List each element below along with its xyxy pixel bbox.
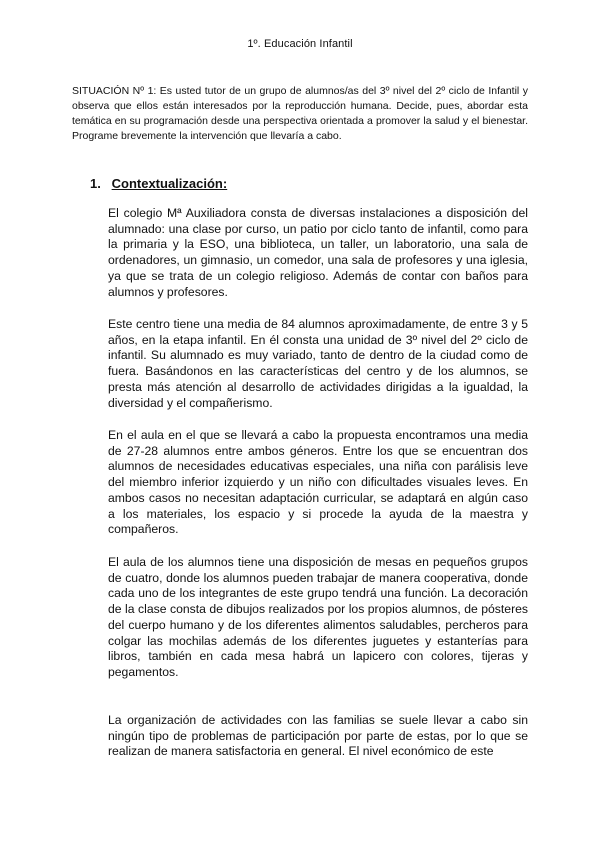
paragraph-classroom-group: En el aula en el que se llevará a cabo la propuesta encontramos una media de 27-28 alumnos entre ambos géneros. Entre los que se encuentran dos alumnos de necesidades educativas especiales, una niña con parálisis leve del miembro inferior izquierdo y un niño con dificultades visuales leves. En ambos casos no necesitan adaptación curricular, se adaptará en algún caso a los materiales, los espacio y si procede la ayuda de la maestra y compañeros. (108, 428, 528, 537)
section-number: 1. (90, 176, 101, 191)
section-heading (90, 176, 227, 191)
paragraph-facilities: El colegio Mª Auxiliadora consta de diversas instalaciones a disposición del alumnado: una clase por curso, un patio por ciclo tanto de infantil, como para la primaria y la ESO, una biblioteca, un taller, un laboratorio, una sala de ordenadores, un gimnasio, un comedor, una sala de profesores y una iglesia, ya que se trata de un colegio religioso. Además de contar con baños para alumnos y profesores. (108, 206, 528, 299)
paragraph-families: La organización de actividades con las familias se suele llevar a cabo sin ningún tipo de problemas de participación por parte de estas, por lo que se realizan de manera satisfactoria en general. El nivel económico de este (108, 713, 528, 759)
paragraph-students: Este centro tiene una media de 84 alumnos aproximadamente, de entre 3 y 5 años, en la etapa infantil. En él consta una unidad de 3º nivel del 2º ciclo de infantil. Su alumnado es muy variado, tanto de dentro de la ciudad como de fuera. Basándonos en las características del centro y de los alumnos, se presta más atención al desarrollo de actividades dirigidas a la igualdad, la diversidad y el compañerismo. (108, 317, 528, 410)
page-header: 1º. Educación Infantil (247, 38, 353, 50)
situation-statement: SITUACIÓN Nº 1: Es usted tutor de un grupo de alumnos/as del 3º nivel del 2º ciclo de Infantil y observa que ellos están interesados por la reproducción humana. Decide, pues, abordar esta temática en su programación desde una perspectiva orientada a promover la salud y el bienestar. Programe brevemente la intervención que llevaría a cabo. (72, 85, 528, 142)
paragraph-classroom-layout: El aula de los alumnos tiene una disposición de mesas en pequeños grupos de cuatro, donde los alumnos pueden trabajar de manera cooperativa, donde cada uno de los integrantes de este grupo tendrá una función. La decoración de la clase consta de dibujos realizados por los propios alumnos, de pósteres del cuerpo humano y de los diferentes alimentos saludables, percheros para colgar las mochilas además de los diferentes juguetes y estanterías para libros, también en cada mesa habrá un lapicero con colores, tijeras y pegamentos. (108, 555, 528, 679)
section-title: Contextualización: (111, 176, 228, 191)
